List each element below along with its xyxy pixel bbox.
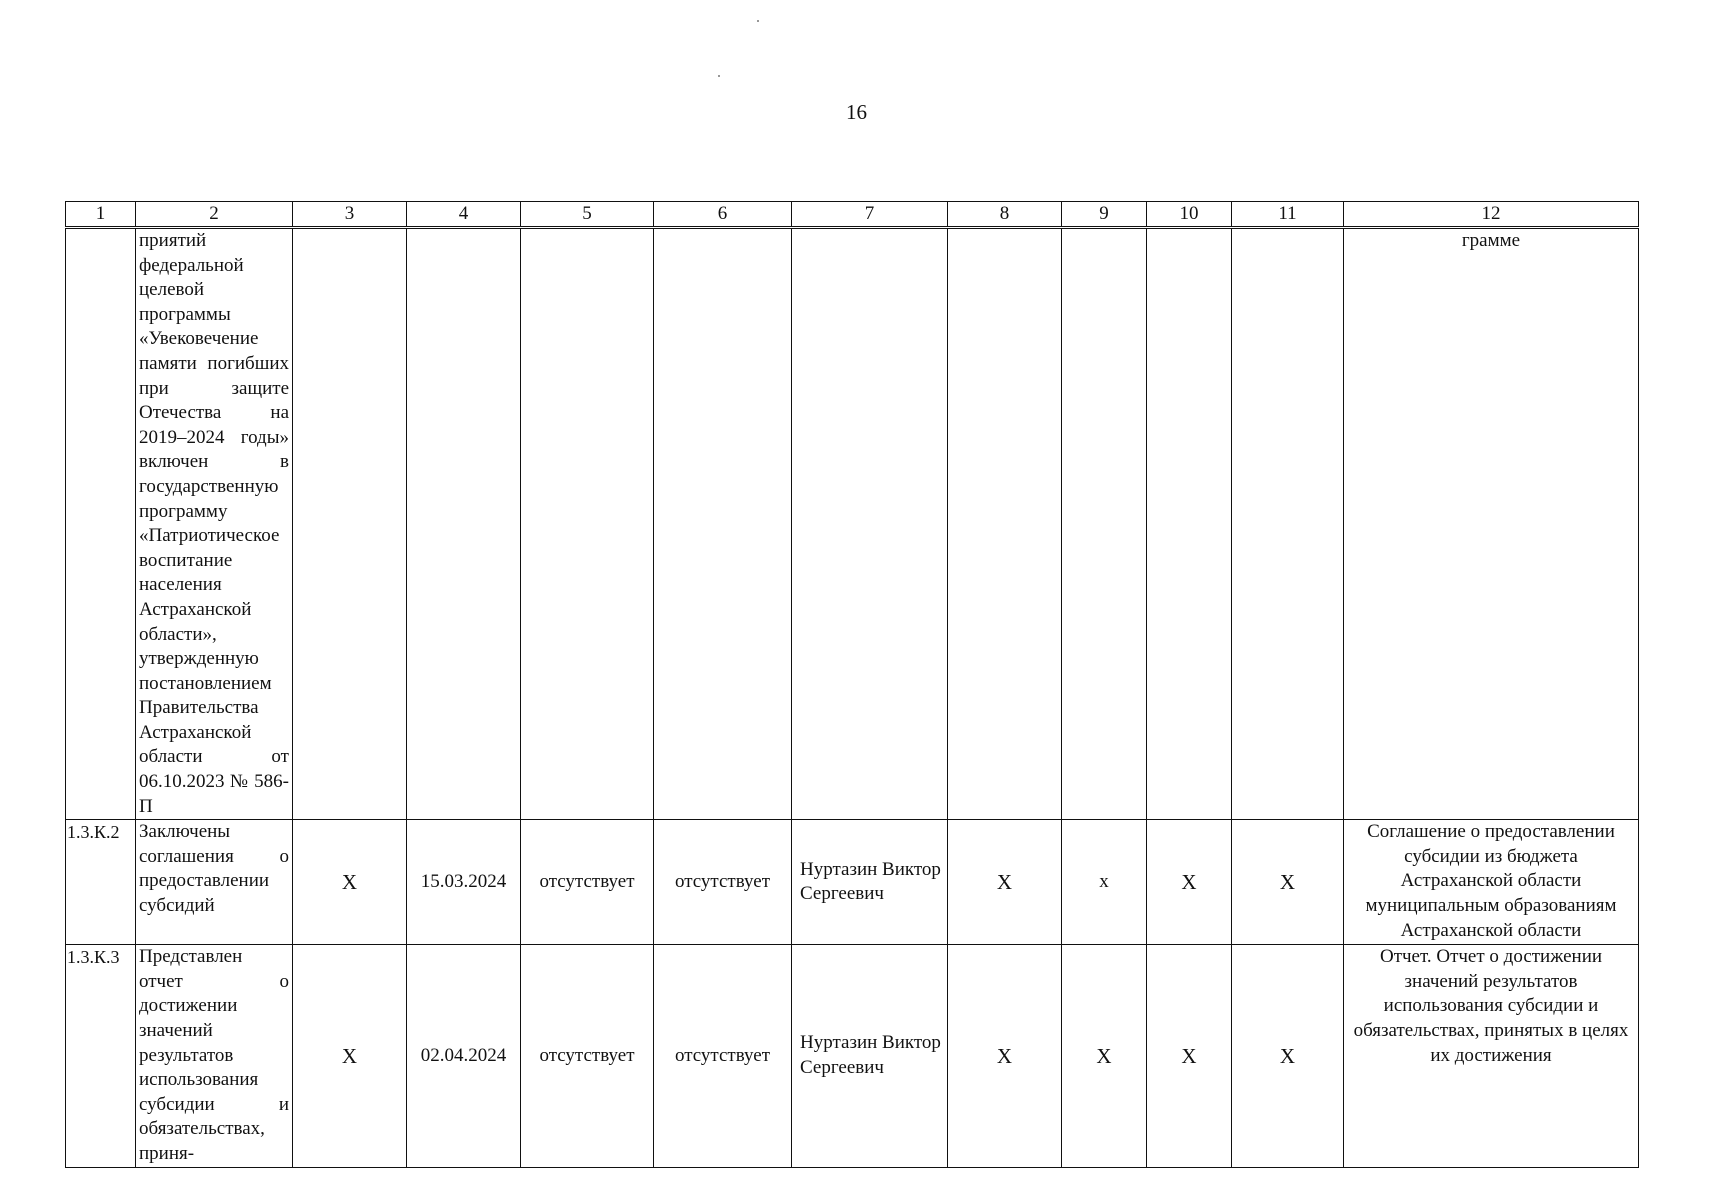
- table-row-continuation: [66, 228, 1639, 820]
- header-cell: 10: [1147, 202, 1232, 228]
- cell-row-id: 1.3.К.2: [66, 820, 136, 945]
- cell-status: отсутствует: [521, 945, 654, 1167]
- table-row: [66, 820, 1639, 945]
- cell-status: отсутствует: [654, 820, 792, 945]
- scan-speck: [757, 20, 759, 22]
- cell-empty: [654, 228, 792, 820]
- cell-x-mark: x: [1062, 820, 1147, 945]
- scan-speck: [718, 75, 720, 77]
- header-cell: 2: [136, 202, 293, 228]
- cell-x-mark: X: [293, 820, 407, 945]
- cell-status: отсутствует: [521, 820, 654, 945]
- cell-x-mark: X: [948, 820, 1062, 945]
- page-number: 16: [846, 100, 867, 124]
- cell-responsible: Нуртазин Виктор Сергеевич: [792, 945, 948, 1167]
- cell-date: 15.03.2024: [407, 820, 521, 945]
- cell-x-mark: X: [1062, 945, 1147, 1167]
- header-cell: 11: [1232, 202, 1344, 228]
- cell-status: отсутствует: [654, 945, 792, 1167]
- cell-empty: [521, 228, 654, 820]
- header-cell: 12: [1344, 202, 1639, 228]
- cell-name-continuation: приятий федеральной целевой программы «Увековечение памяти погибших при защите Отечества на 2019–2024 годы» включен в государственную программу «Патриотическое воспитание населения Астраханской области», утвержденную постановлением Правительства Астраханской области от 06.10.2023 № 586-П: [136, 228, 293, 820]
- cell-empty: [407, 228, 521, 820]
- cell-empty: [1147, 228, 1232, 820]
- cell-x-mark: X: [1232, 820, 1344, 945]
- header-cell: 4: [407, 202, 521, 228]
- cell-x-mark: X: [293, 945, 407, 1167]
- cell-document: Отчет. Отчет о достижении значений результатов использования субсидии и обязательствах, принятых в целях их достижения: [1344, 945, 1639, 1167]
- cell-x-mark: X: [1147, 945, 1232, 1167]
- table-row: [66, 945, 1639, 1167]
- cell-document: Соглашение о предоставлении субсидии из бюджета Астраханской области муниципальным образованиям Астраханской области: [1344, 820, 1639, 945]
- header-cell: 8: [948, 202, 1062, 228]
- cell-empty: [1062, 228, 1147, 820]
- cell-event-name: Заключены соглашения о предоставлении субсидий: [136, 820, 293, 945]
- header-cell: 6: [654, 202, 792, 228]
- cell-document-continuation: грамме: [1344, 228, 1639, 820]
- header-cell: 5: [521, 202, 654, 228]
- cell-x-mark: X: [1147, 820, 1232, 945]
- cell-x-mark: X: [1232, 945, 1344, 1167]
- cell-date: 02.04.2024: [407, 945, 521, 1167]
- cell-event-name: Представлен отчет о достижении значений результатов использования субсидии и обязательствах, приня-: [136, 945, 293, 1167]
- cell-empty: [293, 228, 407, 820]
- cell-x-mark: X: [948, 945, 1062, 1167]
- cell-empty: [1232, 228, 1344, 820]
- header-cell: 1: [66, 202, 136, 228]
- header-cell: 9: [1062, 202, 1147, 228]
- header-cell: 3: [293, 202, 407, 228]
- cell-row-id: 1.3.К.3: [66, 945, 136, 1167]
- cell-empty: [948, 228, 1062, 820]
- cell-responsible: Нуртазин Виктор Сергеевич: [792, 820, 948, 945]
- cell-id-empty: [66, 228, 136, 820]
- cell-empty: [792, 228, 948, 820]
- header-cell: 7: [792, 202, 948, 228]
- plan-table: [65, 201, 1639, 1168]
- header-row: [66, 202, 1639, 228]
